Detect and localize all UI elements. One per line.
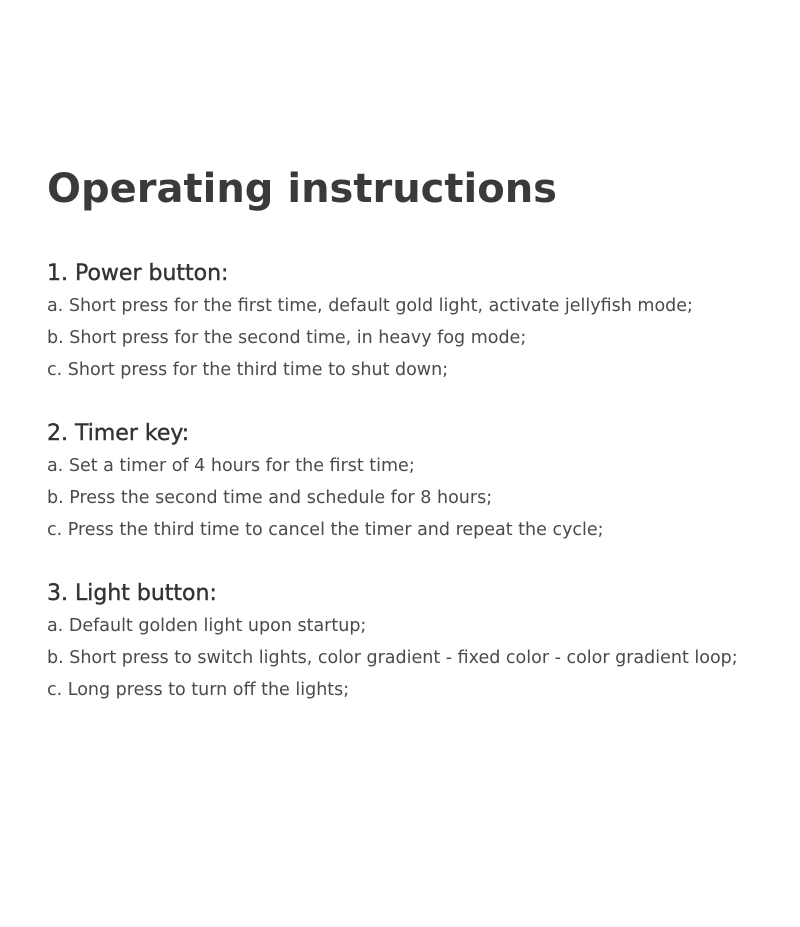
page-title: Operating instructions (47, 166, 557, 212)
power-button-section (47, 258, 787, 386)
list-item: b. Press the second time and schedule for 8 hours; (47, 488, 493, 508)
list-item: a. Set a timer of 4 hours for the first time; (47, 456, 415, 476)
list-item: a. Short press for the first time, default gold light, activate jellyfish mode; (47, 296, 693, 316)
list-item: b. Short press to switch lights, color gradient - fixed color - color gradient loop; (47, 648, 738, 668)
list-item: c. Press the third time to cancel the timer and repeat the cycle; (47, 520, 604, 540)
list-item: a. Default golden light upon startup; (47, 616, 367, 636)
list-item: b. Short press for the second time, in heavy fog mode; (47, 328, 527, 348)
section-heading: 3. Light button: (47, 581, 217, 606)
light-button-section (47, 578, 787, 706)
list-item: c. Long press to turn off the lights; (47, 680, 350, 700)
section-heading: 1. Power button: (47, 261, 229, 286)
list-item: c. Short press for the third time to shut down; (47, 360, 449, 380)
section-heading: 2. Timer key: (47, 421, 190, 446)
timer-key-section (47, 418, 787, 546)
